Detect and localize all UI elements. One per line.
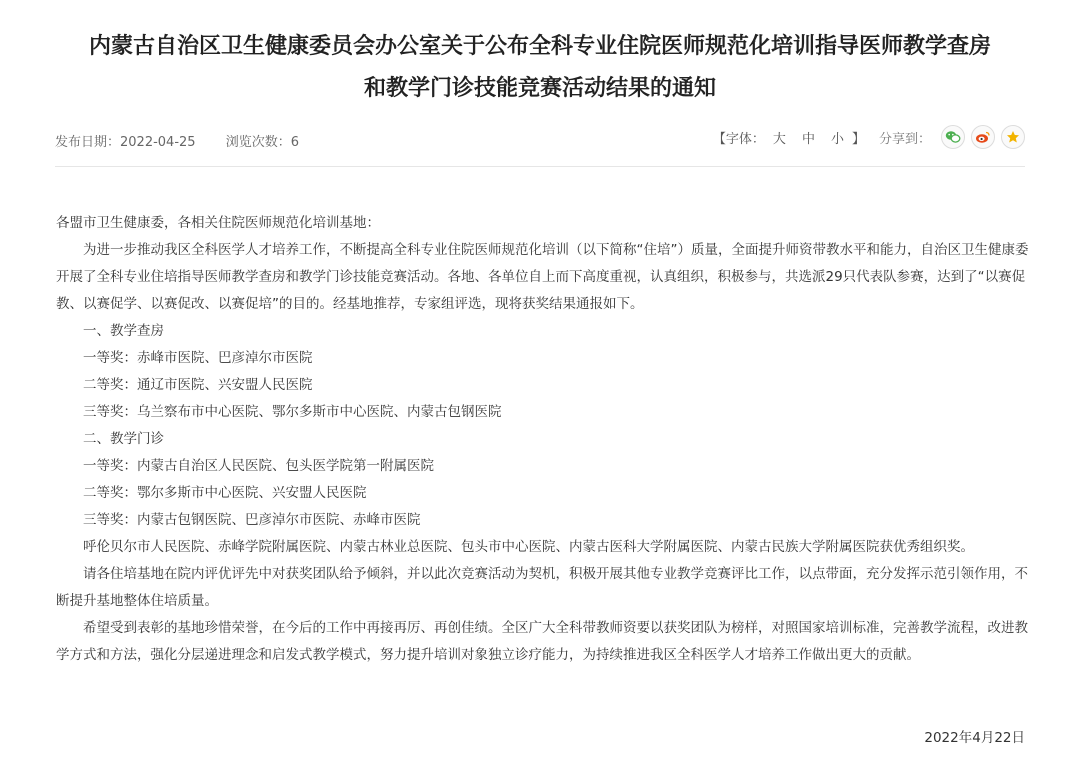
font-label-open: 【字体： xyxy=(712,131,765,147)
paragraph-intro: 为进一步推动我区全科医学人才培养工作，不断提高全科专业住院医师规范化培训（以下简称“住培”）质量，全面提升师资带教水平和能力，自治区卫生健康委开展了全科专业住培指导医师教学查房和教学门诊技能竞赛活动。各地、各单位自上而下高度重视，认真组织，积极参与，共选派29只代表队参赛，达到了“以赛促教、以赛促学、以赛促改、以赛促培”的目的。经基地推荐，专家组评选，现将获奖结果通报如下。 xyxy=(56,242,1029,312)
paragraph-hope: 希望受到表彰的基地珍惜荣誉，在今后的工作中再接再厉、再创佳绩。全区广大全科带教师资要以获奖团队为榜样，对照国家培训标准，完善教学流程，改进教学方式和方法，强化分层递进理念和启发式教学模式，努力提升培训对象独立诊疗能力，为持续推进我区全科医学人才培养工作做出更大的贡献。 xyxy=(56,620,1028,663)
salutation: 各盟市卫生健康委，各相关住院医师规范化培训基地： xyxy=(56,215,380,231)
wechat-icon xyxy=(945,130,961,144)
signature-date: 2022年4月22日 xyxy=(924,730,1025,746)
meta-tools xyxy=(713,125,1025,149)
weibo-icon xyxy=(975,130,991,144)
organization-award: 呼伦贝尔市人民医院、赤峰学院附属医院、内蒙古林业总医院、包头市中心医院、内蒙古医科大学附属医院、内蒙古民族大学附属医院获优秀组织奖。 xyxy=(83,539,974,555)
weibo-share-button[interactable] xyxy=(971,125,995,149)
font-size-control xyxy=(713,128,865,147)
clinic-third-prize: 三等奖：内蒙古包钢医院、巴彦淖尔市医院、赤峰市医院 xyxy=(83,512,421,528)
favorite-icon xyxy=(1006,130,1020,144)
favorite-share-button[interactable] xyxy=(1001,125,1025,149)
meta-divider xyxy=(55,166,1025,167)
font-label-close: 】 xyxy=(851,131,865,147)
article-title-line-2: 和教学门诊技能竞赛活动结果的通知 xyxy=(363,76,716,101)
article-meta-bar xyxy=(55,131,1025,151)
view-count: 浏览次数：6 xyxy=(225,135,299,150)
article-title-line-1: 内蒙古自治区卫生健康委员会办公室关于公布全科专业住院医师规范化培训指导医师教学查房 xyxy=(88,34,991,59)
font-large-button[interactable]: 大 xyxy=(772,131,786,147)
clinic-first-prize: 一等奖：内蒙古自治区人民医院、包头医学院第一附属医院 xyxy=(83,458,434,474)
section-heading-teaching-rounds: 一、教学查房 xyxy=(83,323,164,339)
font-medium-button[interactable]: 中 xyxy=(801,131,815,147)
rounds-third-prize: 三等奖：乌兰察布市中心医院、鄂尔多斯市中心医院、内蒙古包钢医院 xyxy=(83,404,502,420)
wechat-share-button[interactable] xyxy=(941,125,965,149)
share-label: 分享到： xyxy=(878,131,931,147)
paragraph-request: 请各住培基地在院内评优评先中对获奖团队给予倾斜，并以此次竞赛活动为契机，积极开展其他专业教学竞赛评比工作，以点带面，充分发挥示范引领作用，不断提升基地整体住培质量。 xyxy=(56,566,1028,609)
publish-date: 发布日期：2022-04-25 xyxy=(55,135,196,150)
section-heading-teaching-clinic: 二、教学门诊 xyxy=(83,431,164,447)
rounds-second-prize: 二等奖：通辽市医院、兴安盟人民医院 xyxy=(83,377,313,393)
clinic-second-prize: 二等奖：鄂尔多斯市中心医院、兴安盟人民医院 xyxy=(83,485,367,501)
article-body xyxy=(56,210,1036,669)
font-small-button[interactable]: 小 xyxy=(830,131,844,147)
rounds-first-prize: 一等奖：赤峰市医院、巴彦淖尔市医院 xyxy=(83,350,313,366)
meta-info xyxy=(55,131,325,150)
